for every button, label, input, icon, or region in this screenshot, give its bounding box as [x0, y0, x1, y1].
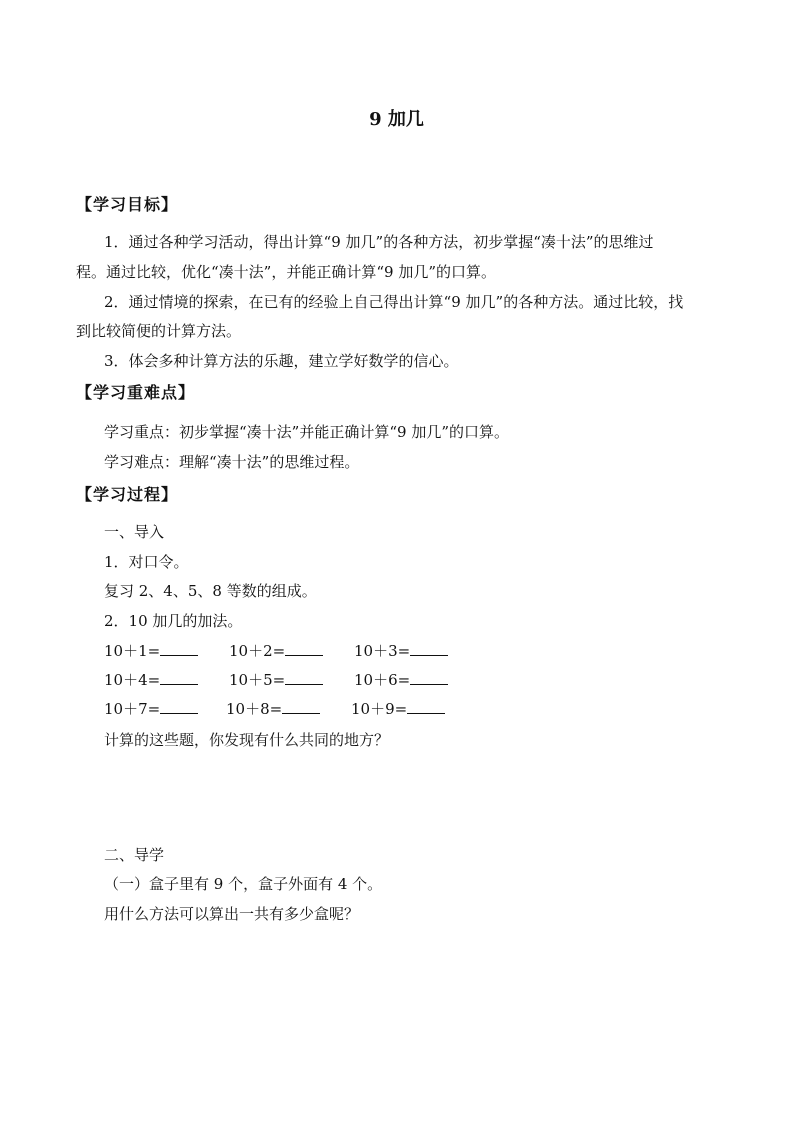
key-point-focus: 学习重点：初步掌握“凑十法”并能正确计算“9 加几”的口算。	[104, 423, 509, 441]
key-point-difficulty: 学习难点：理解“凑十法”的思维过程。	[104, 453, 360, 471]
answer-blank[interactable]	[282, 699, 320, 714]
answer-blank[interactable]	[160, 699, 198, 714]
review-text: 复习 2、4、5、8 等数的组成。	[104, 582, 317, 600]
process-heading: 【学习过程】	[76, 485, 179, 504]
answer-blank[interactable]	[285, 670, 323, 685]
sub-item-boxes: （一）盒子里有 9 个，盒子外面有 4 个。	[104, 875, 383, 893]
answer-blank[interactable]	[160, 641, 198, 656]
exercise-5: 10＋5=	[229, 670, 323, 690]
answer-blank[interactable]	[410, 641, 448, 656]
objective-2-line-1: 2．通过情境的探索，在已有的经验上自己得出计算“9 加几”的各种方法。通过比较，找	[104, 293, 684, 311]
exercise-2: 10＋2=	[229, 641, 323, 661]
objective-2-line-2: 到比较简便的计算方法。	[76, 322, 242, 340]
exercise-7: 10＋7=	[104, 699, 198, 719]
question-common: 计算的这些题，你发现有什么共同的地方？	[104, 731, 390, 749]
answer-blank[interactable]	[410, 670, 448, 685]
answer-blank[interactable]	[160, 670, 198, 685]
answer-blank[interactable]	[285, 641, 323, 656]
item-ten-plus: 2．10 加几的加法。	[104, 612, 243, 630]
item-oral-drill: 1．对口令。	[104, 553, 189, 571]
exercise-1: 10＋1=	[104, 641, 198, 661]
exercise-9: 10＋9=	[351, 699, 445, 719]
exercise-3: 10＋3=	[354, 641, 448, 661]
exercise-4: 10＋4=	[104, 670, 198, 690]
section-intro: 一、导入	[104, 523, 165, 541]
section-guide: 二、导学	[104, 846, 165, 864]
exercise-8: 10＋8=	[226, 699, 320, 719]
key-points-heading: 【学习重难点】	[76, 383, 196, 402]
objective-1-line-1: 1．通过各种学习活动，得出计算“9 加几”的各种方法，初步掌握“凑十法”的思维过	[104, 233, 654, 251]
objectives-heading: 【学习目标】	[76, 195, 179, 214]
sub-item-question: 用什么方法可以算出一共有多少盒呢？	[104, 905, 360, 923]
exercise-6: 10＋6=	[354, 670, 448, 690]
answer-blank[interactable]	[407, 699, 445, 714]
page-title: 9 加几	[369, 109, 424, 130]
objective-1-line-2: 程。通过比较，优化“凑十法”，并能正确计算“9 加几”的口算。	[76, 263, 496, 281]
objective-3: 3．体会多种计算方法的乐趣，建立学好数学的信心。	[104, 352, 459, 370]
